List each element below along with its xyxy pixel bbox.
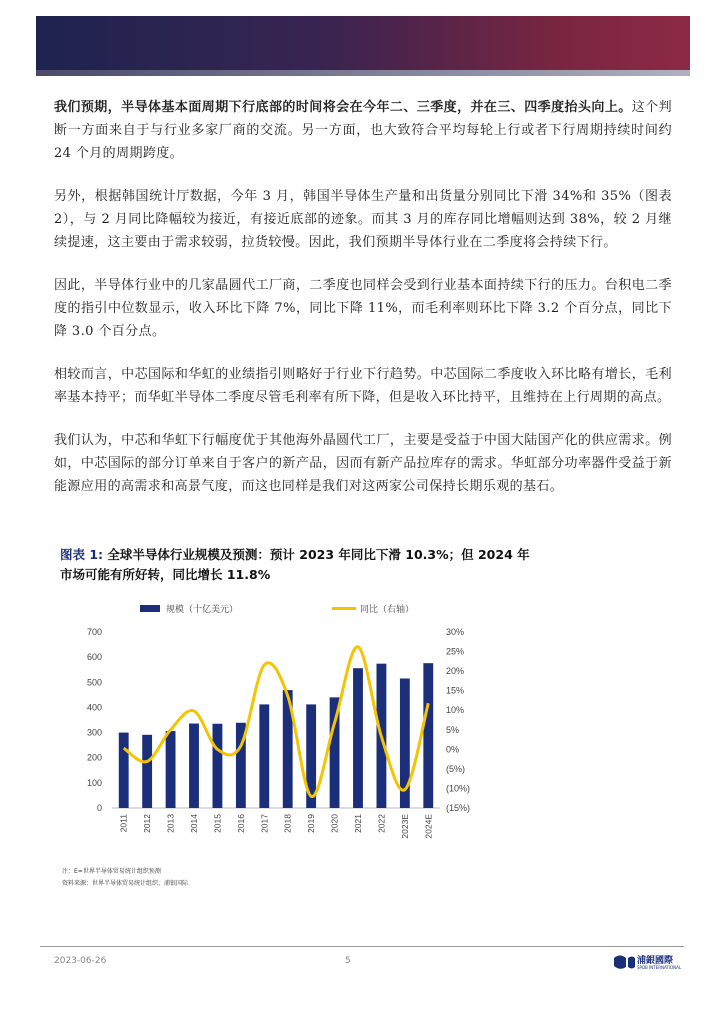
x-axis-labels (119, 814, 434, 839)
body-text (54, 96, 672, 518)
x-tick-label: 2017 (259, 814, 270, 833)
figure-title-text: 全球半导体行业规模及预测：预计 2023 年同比下滑 10.3%；但 2024 年市场可能有所好转，同比增长 11.8% (60, 547, 530, 582)
semiconductor-market-chart (60, 592, 500, 858)
footer-date: 2023-06-26 (54, 956, 107, 966)
paragraph-2: 另外，根据韩国统计厅数据，今年 3 月，韩国半导体生产量和出货量分别同比下滑 34%和 35%（图表 2），与 2 月同比降幅较为接近，有接近底部的迹象。而其 3 月的库存同比增幅则达到 38%，较 2 月继续提速，这主要由于需求较弱，拉货较慢。因此，我们预期半导体行业在二季度将会持续下行。 (54, 189, 672, 250)
y-left-tick-label: 0 (96, 803, 102, 813)
bar-2013 (166, 731, 176, 808)
x-tick-label: 2023E (399, 814, 410, 839)
x-tick-label: 2012 (142, 814, 153, 833)
paragraph-4: 相较而言，中芯国际和华虹的业绩指引则略好于行业下行趋势。中芯国际二季度收入环比略有增长，毛利率基本持平；而华虹半导体二季度尽管毛利率有所下降，但是收入环比持平，且维持在上行周期的高点。 (54, 367, 672, 405)
y-left-tick-label: 100 (86, 777, 102, 788)
y-right-tick-label: 30% (446, 627, 465, 637)
y-right-tick-label: 0% (446, 744, 460, 755)
bar-2024E (423, 663, 433, 808)
legend-bar-label: 规模（十亿美元） (166, 604, 239, 614)
y-left-tick-label: 600 (86, 652, 102, 663)
y-left-tick-label: 400 (86, 702, 102, 713)
chart-legend (140, 603, 414, 614)
x-tick-label: 2016 (235, 814, 246, 833)
paragraph-3: 因此，半导体行业中的几家晶圆代工厂商，二季度也同样会受到行业基本面持续下行的压力。台积电二季度的指引中位数显示，收入环比下降 7%，同比下降 11%，而毛利率则环比下降 3.2 个百分点，同比下降 3.0 个百分点。 (54, 278, 672, 339)
x-tick-label: 2014 (189, 814, 199, 833)
bar-2011 (119, 733, 129, 808)
paragraph-1-bold: 我们预期，半导体基本面周期下行底部的时间将会在今年二、三季度，并在三、四季度抬头向上。 (54, 100, 632, 115)
figure-label: 图表 1: (60, 547, 104, 562)
y-left-tick-label: 300 (86, 727, 102, 738)
x-tick-label: 2018 (282, 814, 293, 833)
y-right-tick-label: 15% (446, 685, 465, 696)
y-right-tick-label: (15%) (446, 803, 471, 813)
y-right-tick-label: 25% (446, 646, 465, 657)
x-tick-label: 2015 (212, 814, 223, 833)
logo-subtext: SPDB INTERNATIONAL (637, 965, 682, 970)
bar-2017 (259, 704, 269, 808)
figure-note: 注：E=世界半导体贸易统计组织预测 (62, 868, 161, 875)
logo-text: 浦銀國際 (637, 956, 674, 966)
x-tick-label: 2024E (423, 814, 434, 839)
y-left-tick-label: 200 (86, 752, 102, 763)
y-axis-right (446, 627, 470, 813)
bar-2015 (213, 724, 223, 808)
paragraph-5: 我们认为，中芯和华虹下行幅度优于其他海外晶圆代工厂，主要是受益于中国大陆国产化的供应需求。例如，中芯国际的部分订单来自于客户的新产品，因而有新产品拉库存的需求。华虹部分功率器件受益于新能源应用的高需求和高景气度，而这也同样是我们对这两家公司保持长期乐观的基石。 (54, 433, 672, 494)
bar-2021 (353, 668, 363, 808)
y-left-tick-label: 500 (86, 677, 102, 688)
x-tick-label: 2011 (118, 814, 129, 833)
bar-2014 (189, 724, 199, 808)
y-axis-left (87, 627, 102, 813)
paragraph-1 (54, 96, 672, 165)
header-banner (36, 16, 690, 70)
y-right-tick-label: 10% (446, 705, 465, 716)
x-tick-label: 2013 (165, 814, 176, 833)
figure-source: 资料来源：世界半导体贸易统计组织、浦银国际 (62, 880, 189, 887)
header-banner-shade (36, 70, 690, 76)
bar-2012 (142, 735, 152, 808)
figure-title (60, 545, 530, 585)
footer-rule (40, 946, 684, 947)
x-tick-label: 2019 (306, 814, 317, 833)
y-left-tick-label: 700 (86, 627, 102, 637)
y-right-tick-label: 5% (446, 724, 460, 735)
page-number: 5 (345, 956, 351, 966)
y-right-tick-label: (5%) (446, 763, 466, 774)
figure-notes (62, 866, 188, 890)
x-tick-label: 2020 (329, 814, 340, 833)
legend-bar-swatch (140, 605, 160, 612)
y-right-tick-label: 20% (446, 666, 465, 677)
y-right-tick-label: (10%) (446, 783, 471, 794)
x-tick-label: 2022 (376, 814, 387, 833)
legend-line-label: 同比（右轴） (360, 604, 415, 614)
paragraph-1-text: 这个判断一方面来自于与行业多家厂商的交流。另一方面，也大致符合平均每轮上行或者下行周期持续时间约 24 个月的周期跨度。 (54, 100, 673, 161)
x-tick-label: 2021 (353, 814, 363, 833)
